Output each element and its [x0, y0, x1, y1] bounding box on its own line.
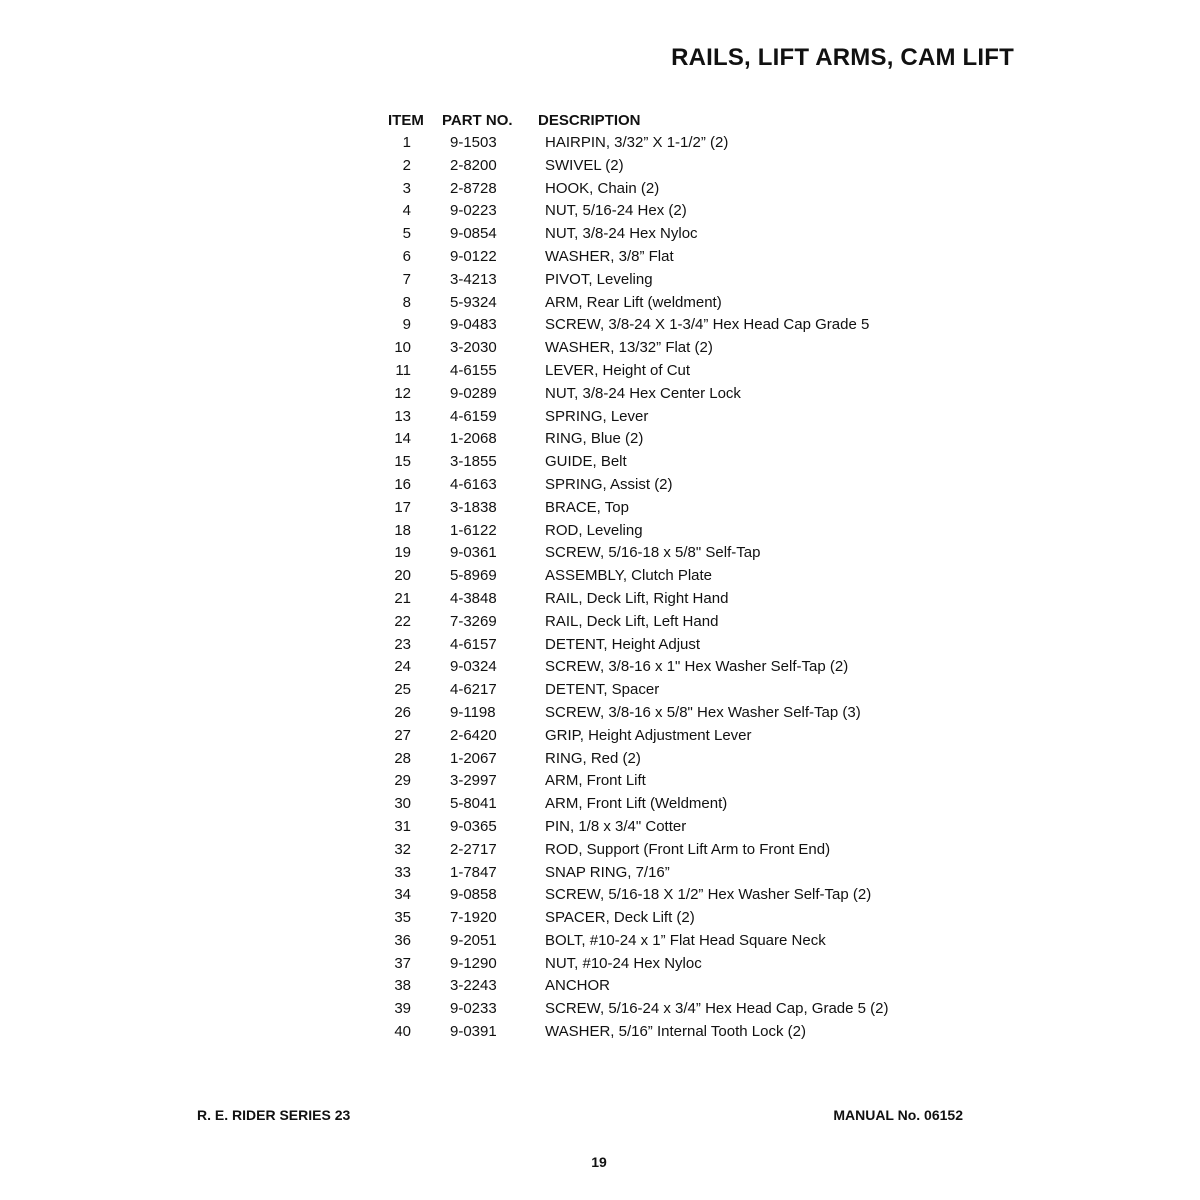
part-number: 4-6217	[450, 681, 497, 699]
table-row	[385, 998, 945, 1021]
part-description: PIN, 1/8 x 3/4" Cotter	[545, 817, 687, 835]
part-number: 9-1198	[450, 703, 496, 721]
table-row	[385, 679, 945, 702]
item-number: 26	[394, 703, 411, 721]
part-number: 1-2067	[450, 749, 497, 767]
item-number: 5	[402, 225, 411, 243]
item-number: 29	[394, 772, 411, 790]
part-number: 9-1503	[450, 134, 497, 151]
part-description: SPRING, Assist (2)	[545, 475, 673, 493]
part-description: ROD, Leveling	[545, 521, 643, 539]
table-row	[385, 451, 945, 474]
part-number: 4-6157	[450, 635, 497, 653]
item-number: 1	[402, 134, 411, 151]
part-description: BRACE, Top	[545, 498, 629, 516]
part-description: SPACER, Deck Lift (2)	[545, 909, 695, 927]
item-number: 35	[394, 909, 411, 927]
table-row	[385, 292, 945, 315]
page-title: RAILS, LIFT ARMS, CAM LIFT	[671, 44, 1014, 71]
item-number: 32	[394, 840, 411, 858]
item-number: 40	[394, 1023, 411, 1041]
part-number: 5-8969	[450, 567, 497, 585]
part-number: 4-6159	[450, 407, 497, 425]
item-number: 19	[394, 544, 411, 562]
table-row	[385, 383, 945, 406]
part-number: 9-0361	[450, 544, 497, 562]
item-number: 8	[402, 293, 411, 311]
part-description: SWIVEL (2)	[545, 156, 624, 174]
table-row	[385, 884, 945, 907]
footer-series: R. E. RIDER SERIES 23	[197, 1107, 351, 1123]
table-row	[385, 406, 945, 429]
part-number: 9-0365	[450, 817, 497, 835]
item-number: 6	[402, 247, 411, 265]
part-description: NUT, 3/8-24 Hex Nyloc	[545, 225, 698, 243]
page-number: 19	[591, 1154, 607, 1170]
header-item: ITEM	[388, 112, 424, 129]
part-description: GUIDE, Belt	[545, 453, 627, 471]
part-number: 1-2068	[450, 430, 497, 448]
part-number: 4-6155	[450, 361, 497, 379]
item-number: 2	[402, 156, 411, 174]
header-description: DESCRIPTION	[538, 112, 641, 129]
table-row	[385, 314, 945, 337]
item-number: 9	[402, 316, 411, 334]
part-description: ANCHOR	[545, 977, 611, 995]
table-row	[385, 611, 945, 634]
table-row	[385, 816, 945, 839]
part-number: 9-0233	[450, 1000, 497, 1018]
part-number: 1-6122	[450, 521, 497, 539]
part-number: 2-6420	[450, 726, 497, 744]
table-row	[385, 1021, 945, 1044]
footer-manual-number: MANUAL No. 06152	[833, 1107, 963, 1123]
part-description: ASSEMBLY, Clutch Plate	[545, 567, 713, 585]
part-number: 1-7847	[450, 863, 497, 881]
part-description: NUT, #10-24 Hex Nyloc	[545, 954, 702, 972]
part-description: NUT, 3/8-24 Hex Center Lock	[545, 384, 741, 402]
part-description: SCREW, 3/8-16 x 1" Hex Washer Self-Tap (2)	[545, 658, 849, 676]
table-row	[385, 748, 945, 771]
table-row	[385, 474, 945, 497]
part-description: DETENT, Spacer	[545, 681, 660, 699]
part-description: RAIL, Deck Lift, Left Hand	[545, 612, 719, 630]
part-description: PIVOT, Leveling	[545, 270, 653, 288]
part-number: 2-2717	[450, 840, 497, 858]
part-description: RING, Red (2)	[545, 749, 641, 767]
table-row	[385, 725, 945, 748]
item-number: 28	[394, 749, 411, 767]
part-description: DETENT, Height Adjust	[545, 635, 701, 653]
part-number: 5-9324	[450, 293, 497, 311]
part-description: WASHER, 5/16” Internal Tooth Lock (2)	[545, 1023, 806, 1041]
table-row	[385, 656, 945, 679]
table-row	[385, 588, 945, 611]
part-number: 3-4213	[450, 270, 497, 288]
part-description: HOOK, Chain (2)	[545, 179, 660, 197]
table-row	[385, 770, 945, 793]
part-number: 7-1920	[450, 909, 497, 927]
part-number: 9-0223	[450, 202, 497, 220]
item-number: 7	[402, 270, 411, 288]
part-number: 2-8728	[450, 179, 497, 197]
part-description: SCREW, 5/16-18 X 1/2” Hex Washer Self-Tap (2)	[545, 886, 872, 904]
header-part-no: PART NO.	[442, 112, 513, 129]
item-number: 3	[402, 179, 411, 197]
part-description: SPRING, Lever	[545, 407, 649, 425]
part-number: 9-0324	[450, 658, 497, 676]
part-number: 7-3269	[450, 612, 497, 630]
table-row	[385, 907, 945, 930]
item-number: 25	[394, 681, 411, 699]
item-number: 33	[394, 863, 411, 881]
part-description: RING, Blue (2)	[545, 430, 644, 448]
part-description: GRIP, Height Adjustment Lever	[545, 726, 752, 744]
part-number: 2-8200	[450, 156, 497, 174]
part-description: SCREW, 5/16-24 x 3/4” Hex Head Cap, Grade 5 (2)	[545, 1000, 889, 1018]
part-number: 3-2997	[450, 772, 497, 790]
table-row	[385, 223, 945, 246]
item-number: 11	[395, 361, 411, 379]
part-description: SCREW, 3/8-24 X 1-3/4” Hex Head Cap Grade 5	[545, 316, 870, 334]
part-number: 3-2030	[450, 339, 497, 357]
table-row	[385, 542, 945, 565]
table-row	[385, 702, 945, 725]
table-header	[385, 110, 945, 132]
part-number: 9-0483	[450, 316, 497, 334]
part-number: 4-3848	[450, 589, 497, 607]
part-description: ARM, Rear Lift (weldment)	[545, 293, 722, 311]
part-number: 9-0858	[450, 886, 497, 904]
part-description: WASHER, 13/32” Flat (2)	[545, 339, 713, 357]
item-number: 20	[394, 567, 411, 585]
table-row	[385, 839, 945, 862]
table-row	[385, 200, 945, 223]
part-number: 9-2051	[450, 931, 497, 949]
part-description: WASHER, 3/8” Flat	[545, 247, 674, 265]
item-number: 34	[394, 886, 411, 904]
part-number: 9-1290	[450, 954, 497, 972]
part-description: RAIL, Deck Lift, Right Hand	[545, 589, 729, 607]
item-number: 36	[394, 931, 411, 949]
item-number: 14	[394, 430, 411, 448]
part-description: BOLT, #10-24 x 1” Flat Head Square Neck	[545, 931, 826, 949]
part-description: SCREW, 3/8-16 x 5/8" Hex Washer Self-Tap (3)	[545, 703, 861, 721]
item-number: 24	[394, 658, 411, 676]
table-row	[385, 520, 945, 543]
table-row	[385, 975, 945, 998]
item-number: 27	[394, 726, 411, 744]
item-number: 16	[394, 475, 411, 493]
table-row	[385, 793, 945, 816]
item-number: 13	[394, 407, 411, 425]
part-number: 3-2243	[450, 977, 497, 995]
part-description: SNAP RING, 7/16”	[545, 863, 670, 881]
table-row	[385, 178, 945, 201]
table-row	[385, 269, 945, 292]
item-number: 30	[394, 795, 411, 813]
item-number: 39	[394, 1000, 411, 1018]
part-description: ARM, Front Lift	[545, 772, 646, 790]
table-row	[385, 428, 945, 451]
table-row	[385, 862, 945, 885]
item-number: 21	[394, 589, 411, 607]
item-number: 17	[394, 498, 411, 516]
part-number: 4-6163	[450, 475, 497, 493]
part-description: HAIRPIN, 3/32” X 1-1/2” (2)	[545, 134, 729, 151]
table-row	[385, 497, 945, 520]
item-number: 4	[402, 202, 411, 220]
item-number: 15	[394, 453, 411, 471]
table-row	[385, 953, 945, 976]
table-row	[385, 155, 945, 178]
part-number: 9-0289	[450, 384, 497, 402]
part-number: 9-0122	[450, 247, 497, 265]
parts-table	[385, 110, 945, 1044]
part-description: SCREW, 5/16-18 x 5/8" Self-Tap	[545, 544, 761, 562]
item-number: 12	[394, 384, 411, 402]
part-description: ROD, Support (Front Lift Arm to Front End)	[545, 840, 831, 858]
part-description: NUT, 5/16-24 Hex (2)	[545, 202, 687, 220]
part-number: 9-0391	[450, 1023, 497, 1041]
item-number: 38	[394, 977, 411, 995]
item-number: 31	[394, 817, 411, 835]
table-body	[385, 132, 945, 1044]
part-number: 3-1855	[450, 453, 497, 471]
table-row	[385, 246, 945, 269]
part-number: 3-1838	[450, 498, 497, 516]
item-number: 10	[394, 339, 411, 357]
part-number: 5-8041	[450, 795, 497, 813]
table-row	[385, 132, 945, 155]
table-row	[385, 930, 945, 953]
item-number: 22	[394, 612, 411, 630]
table-row	[385, 634, 945, 657]
item-number: 37	[394, 954, 411, 972]
table-row	[385, 360, 945, 383]
item-number: 23	[394, 635, 411, 653]
part-number: 9-0854	[450, 225, 497, 243]
item-number: 18	[394, 521, 411, 539]
part-description: LEVER, Height of Cut	[545, 361, 691, 379]
part-description: ARM, Front Lift (Weldment)	[545, 795, 728, 813]
table-row	[385, 337, 945, 360]
table-row	[385, 565, 945, 588]
